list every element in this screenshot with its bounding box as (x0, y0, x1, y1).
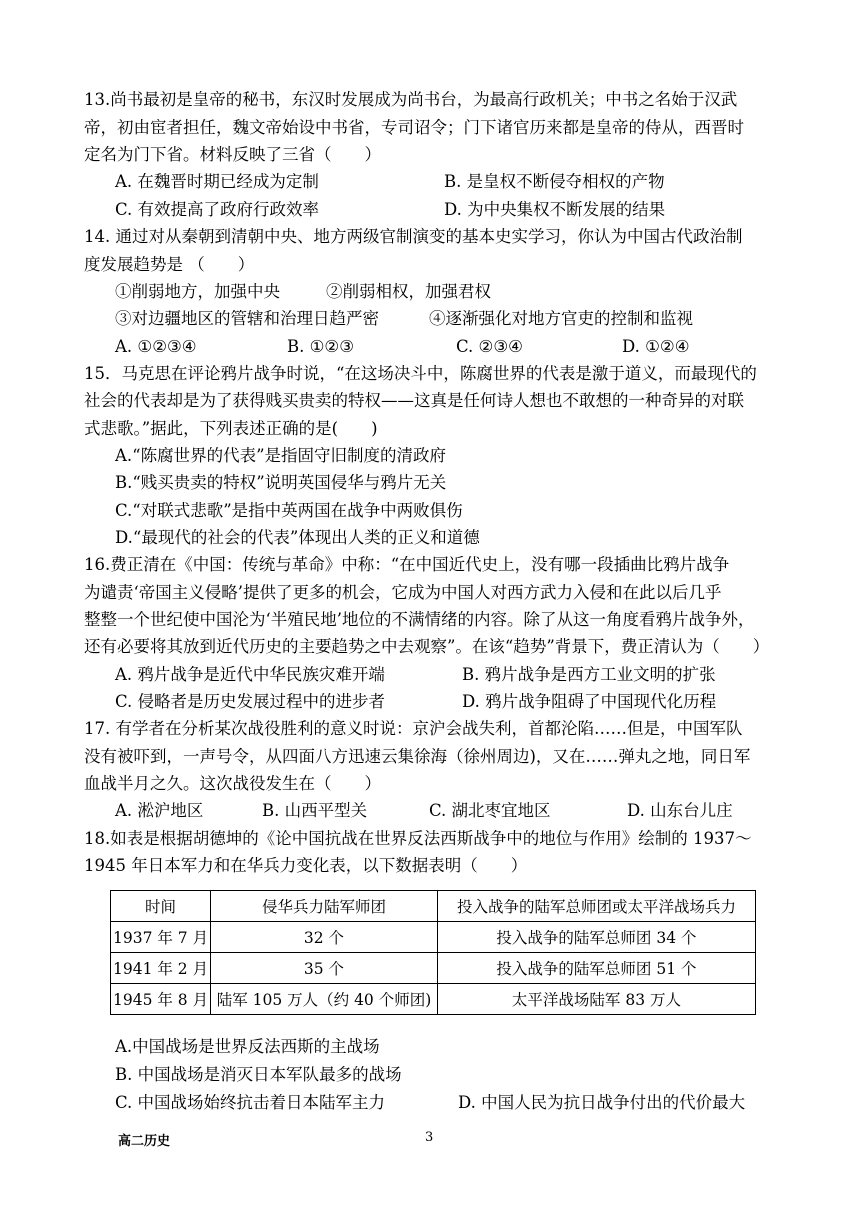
table-header-row (111, 891, 756, 922)
q14-option-d: D. ①②④ (622, 337, 690, 356)
q15-line1: 15．马克思在评论鸦片战争时说，“在这场决斗中，陈腐世界的代表是激于道义，而最现代的 (84, 364, 757, 383)
q18-option-a: A.中国战场是世界反法西斯的主战场 (115, 1037, 380, 1056)
table-cell: 太平洋战场陆军 83 万人 (437, 984, 755, 1015)
q13-line3: 定名为门下省。材料反映了三省（ ） (84, 145, 381, 164)
q18-line1: 18.如表是根据胡德坤的《论中国抗战在世界反法西斯战争中的地位与作用》绘制的 1937～ (84, 829, 752, 848)
q17-line1: 17. 有学者在分析某次战役胜利的意义时说：京沪会战失利，首都沦陷……但是，中国军队 (84, 719, 743, 738)
q17-option-b: B. 山西平型关 (262, 801, 368, 820)
q13-option-b: B. 是皇权不断侵夺相权的产物 (444, 172, 665, 191)
q17-option-a: A. 淞沪地区 (115, 801, 204, 820)
q14-option-a: A. ①②③④ (115, 337, 197, 356)
q13-line1: 13.尚书最初是皇帝的秘书，东汉时发展成为尚书台，为最高行政机关；中书之名始于汉武 (84, 90, 738, 109)
q17-option-c: C. 湖北枣宜地区 (429, 801, 551, 820)
q14-line1: 14. 通过对从秦朝到清朝中央、地方两级官制演变的基本史实学习，你认为中国古代政治制 (84, 227, 743, 246)
q16-option-c: C. 侵略者是历史发展过程中的进步者 (115, 692, 386, 711)
table-row (111, 953, 756, 984)
table-cell: 投入战争的陆军总师团 51 个 (437, 953, 755, 984)
table-header-cell: 时间 (111, 891, 211, 922)
q14-item-2: ②削弱相权，加强君权 (326, 282, 491, 301)
q14-option-c: C. ②③④ (456, 337, 523, 356)
page-number: 3 (425, 1130, 434, 1145)
q13-line2: 帝，初由宦者担任，魏文帝始设中书省，专司诏令；门下诸官历来都是皇帝的侍从，西晋时 (84, 118, 744, 137)
table-cell: 32 个 (211, 922, 438, 953)
q17-line2: 没有被吓到，一声号令，从四面八方迅速云集徐海（徐州周边)，又在……弹丸之地，同日军 (84, 747, 751, 766)
q17-line3: 血战半月之久。这次战役发生在（ ） (84, 774, 381, 793)
q14-item-4: ④逐渐强化对地方官吏的控制和监视 (429, 309, 693, 328)
q15-line3: 式悲歌。”据此，下列表述正确的是( ) (84, 419, 378, 438)
q17-option-d: D. 山东台儿庄 (627, 801, 733, 820)
q16-line1: 16.费正清在《中国：传统与革命》中称：“在中国近代史上，没有哪一段插曲比鸦片战争 (84, 555, 730, 574)
q16-option-b: B. 鸦片战争是西方工业文明的扩张 (462, 665, 716, 684)
table-row (111, 922, 756, 953)
q14-item-1: ①削弱地方，加强中央 (115, 282, 280, 301)
q16-line4: 还有必要将其放到近代历史的主要趋势之中去观察”。在该“趋势”背景下，费正清认为（ ） (84, 637, 770, 656)
table-cell: 1941 年 2 月 (111, 953, 211, 984)
q16-line2: 为谴责‘帝国主义侵略’提供了更多的机会，它成为中国人对西方武力入侵和在此以后几乎 (84, 583, 722, 602)
q14-line2: 度发展趋势是 （ ） (84, 255, 255, 274)
q14-option-b: B. ①②③ (287, 337, 354, 356)
q15-option-a: A.“陈腐世界的代表”是指固守旧制度的清政府 (115, 446, 447, 465)
q15-option-b: B.“贱买贵卖的特权”说明英国侵华与鸦片无关 (115, 473, 447, 492)
table-cell: 1945 年 8 月 (111, 984, 211, 1015)
footer-subject: 高二历史 (118, 1134, 171, 1149)
q16-option-d: D. 鸦片战争阻碍了中国现代化历程 (462, 692, 717, 711)
q18-line2: 1945 年日本军力和在华兵力变化表，以下数据表明（ ） (84, 856, 528, 875)
q18-option-b: B. 中国战场是消灭日本军队最多的战场 (115, 1065, 402, 1084)
table-cell: 投入战争的陆军总师团 34 个 (437, 922, 755, 953)
q15-option-c: C.“对联式悲歌”是指中英两国在战争中两败俱伤 (115, 501, 463, 520)
q15-line2: 社会的代表却是为了获得贱买贵卖的特权——这真是任何诗人想也不敢想的一种奇异的对联 (84, 391, 744, 410)
q14-item-3: ③对边疆地区的管辖和治理日趋严密 (115, 309, 379, 328)
q16-option-a: A. 鸦片战争是近代中华民族灾难开端 (115, 665, 385, 684)
table-header-cell: 投入战争的陆军总师团或太平洋战场兵力 (437, 891, 755, 922)
q13-option-d: D. 为中央集权不断发展的结果 (444, 200, 666, 219)
table-header-cell: 侵华兵力陆军师团 (211, 891, 438, 922)
q18-option-d: D. 中国人民为抗日战争付出的代价最大 (458, 1093, 746, 1112)
q15-option-d: D.“最现代的社会的代表”体现出人类的正义和道德 (115, 528, 480, 547)
q18-option-c: C. 中国战场始终抗击着日本陆军主力 (115, 1093, 386, 1112)
table-row (111, 984, 756, 1015)
table-cell: 35 个 (211, 953, 438, 984)
q13-option-a: A. 在魏晋时期已经成为定制 (115, 172, 319, 191)
force-comparison-table (110, 890, 756, 1015)
q13-option-c: C. 有效提高了政府行政效率 (115, 200, 320, 219)
table-cell: 陆军 105 万人（约 40 个师团) (211, 984, 438, 1015)
table-cell: 1937 年 7 月 (111, 922, 211, 953)
q16-line3: 整整一个世纪使中国沦为‘半殖民地’地位的不满情绪的内容。除了从这一角度看鸦片战争外， (84, 610, 755, 629)
